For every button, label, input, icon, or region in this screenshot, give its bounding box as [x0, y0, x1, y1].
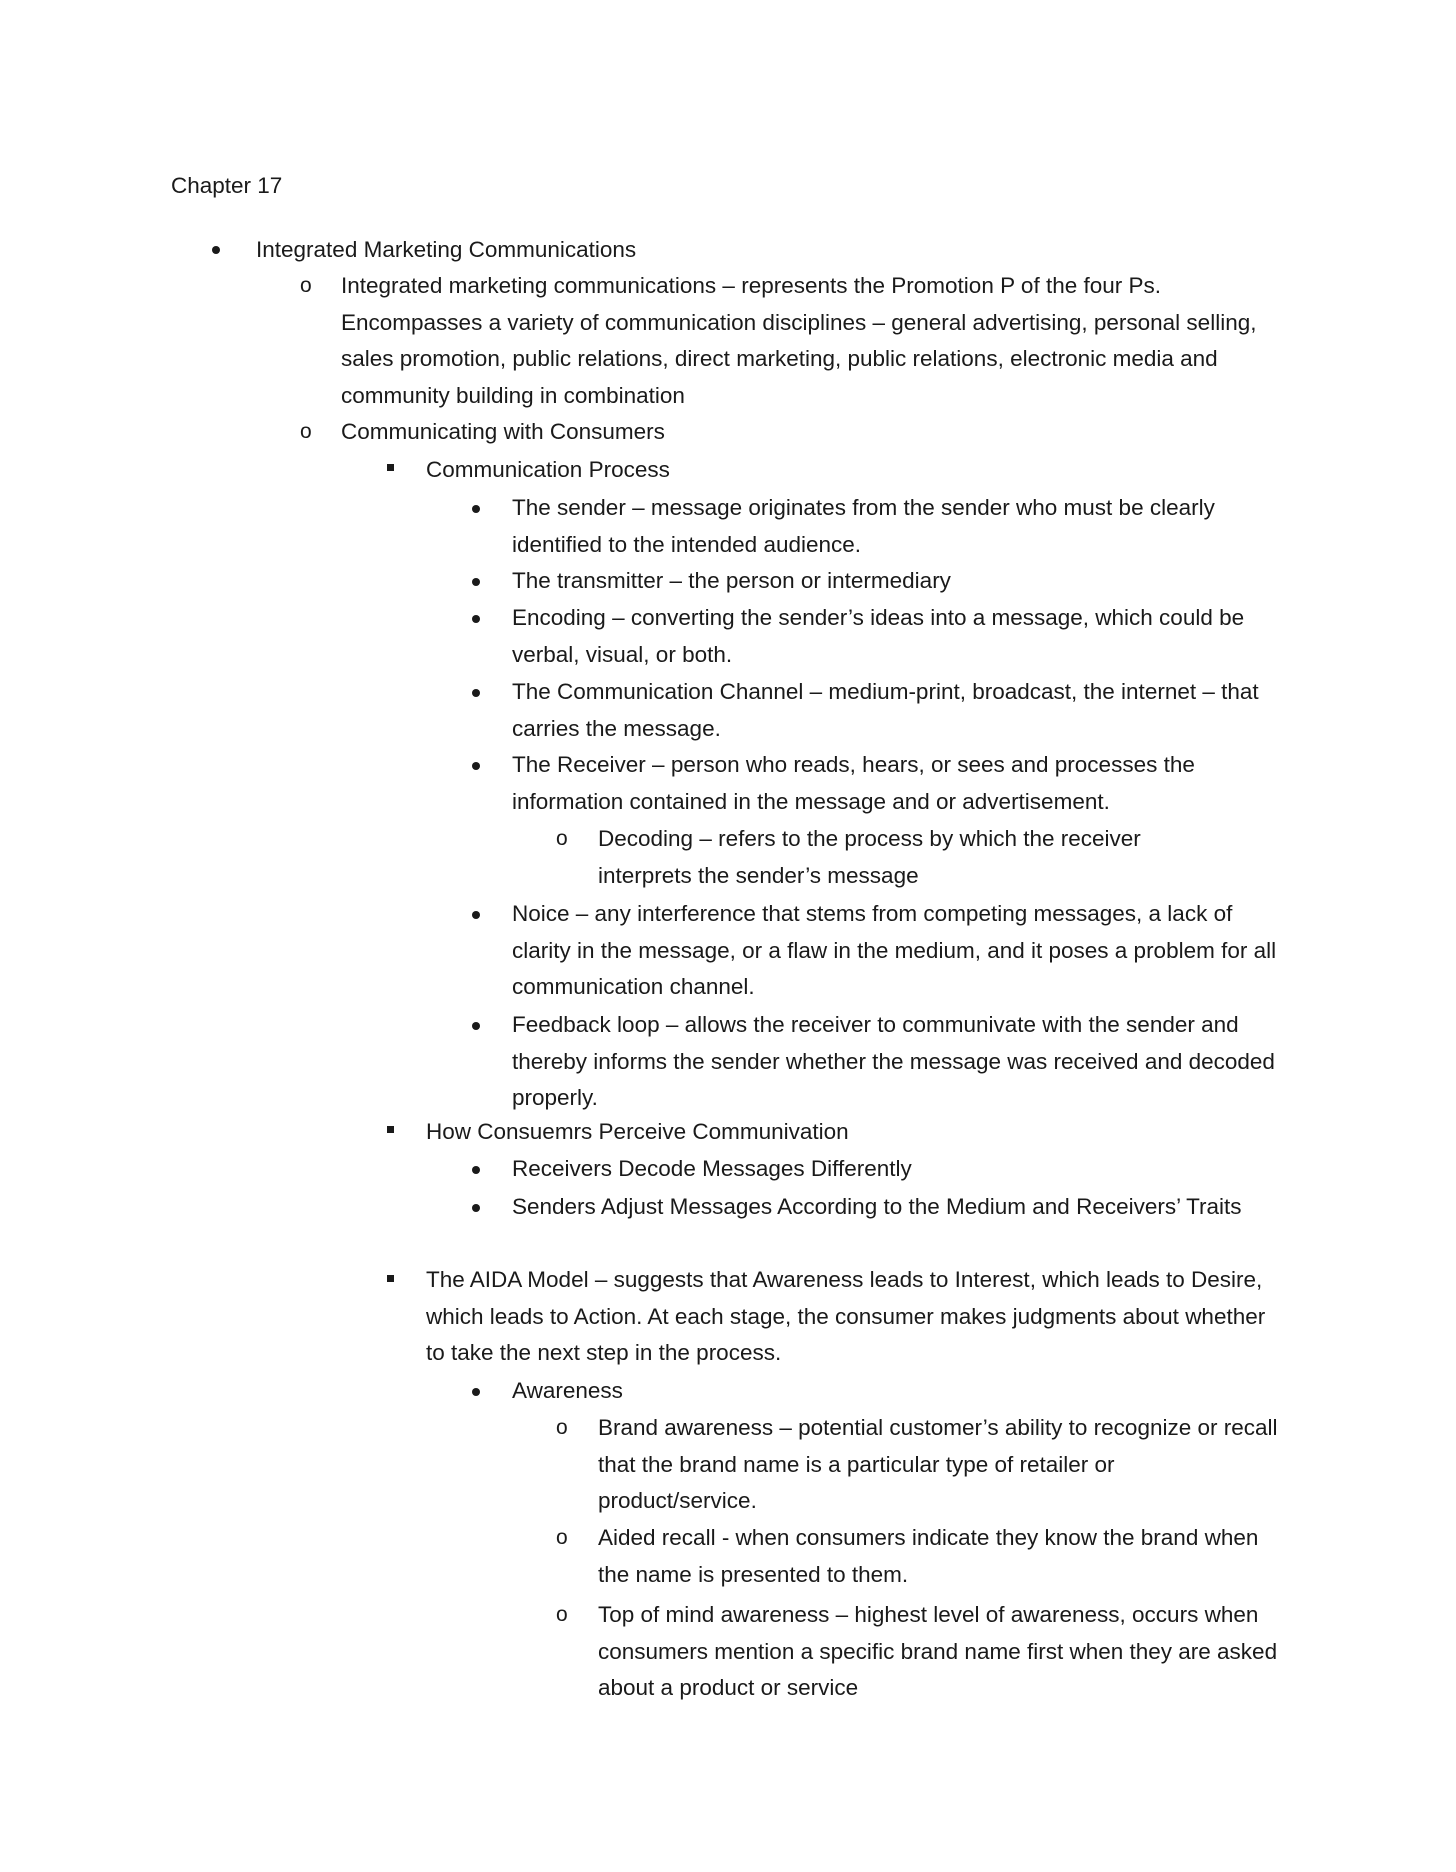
- square-bullet: [387, 464, 394, 471]
- disc-bullet: [472, 762, 480, 770]
- outline-item-level4: The Receiver – person who reads, hears, or sees and processes the information contained in the message and or advertisement.: [512, 752, 1195, 814]
- outline-item-level4: Noice – any interference that stems from competing messages, a lack of clarity in the message, or a flaw in the medium, and it poses a problem for all communication channel.: [512, 901, 1277, 999]
- circle-bullet: o: [556, 1416, 568, 1439]
- chapter-heading: Chapter 17: [171, 173, 283, 198]
- outline-item-level3: The AIDA Model – suggests that Awareness leads to Interest, which leads to Desire, which leads to Action. At each stage, the consumer makes judgments about whether to take the next step in the process.: [426, 1267, 1266, 1365]
- disc-bullet: [472, 1388, 480, 1396]
- disc-bullet: [472, 1022, 480, 1030]
- outline-item-level4: Awareness: [512, 1378, 623, 1403]
- circle-bullet: o: [300, 274, 312, 297]
- disc-bullet: [212, 246, 220, 254]
- outline-item-level5: Aided recall - when consumers indicate they know the brand when the name is presented to them.: [598, 1525, 1259, 1587]
- outline-item-level3: How Consuemrs Perceive Communivation: [426, 1119, 849, 1144]
- disc-bullet: [472, 689, 480, 697]
- outline-item-level2: Integrated marketing communications – represents the Promotion P of the four Ps. Encompasses a variety of communication disciplines – general advertising, personal selling, sales promotion, public relations, direct marketing, public relations, electronic media and community building in combination: [341, 273, 1257, 408]
- square-bullet: [387, 1126, 394, 1133]
- disc-bullet: [472, 615, 480, 623]
- outline-item-level3: Communication Process: [426, 457, 670, 482]
- outline-item-level5: Top of mind awareness – highest level of awareness, occurs when consumers mention a specific brand name first when they are asked about a product or service: [598, 1602, 1278, 1700]
- outline-item-level4: Senders Adjust Messages According to the Medium and Receivers’ Traits: [512, 1194, 1242, 1219]
- circle-bullet: o: [556, 827, 568, 850]
- outline-item-level5: Brand awareness – potential customer’s ability to recognize or recall that the brand name is a particular type of retailer or product/service.: [598, 1415, 1278, 1513]
- outline-item-level2: Communicating with Consumers: [341, 419, 665, 444]
- circle-bullet: o: [300, 420, 312, 443]
- outline-item-level5: Decoding – refers to the process by which the receiver interprets the sender’s message: [598, 826, 1141, 888]
- outline-item-level4: The sender – message originates from the sender who must be clearly identified to the intended audience.: [512, 495, 1215, 557]
- outline-item-level1: Integrated Marketing Communications: [256, 237, 637, 262]
- disc-bullet: [472, 1204, 480, 1212]
- outline-item-level4: Encoding – converting the sender’s ideas into a message, which could be verbal, visual, or both.: [512, 605, 1245, 667]
- outline-item-level4: The Communication Channel – medium-print, broadcast, the internet – that carries the message.: [512, 679, 1259, 741]
- circle-bullet: o: [556, 1526, 568, 1549]
- disc-bullet: [472, 505, 480, 513]
- disc-bullet: [472, 1166, 480, 1174]
- circle-bullet: o: [556, 1603, 568, 1626]
- outline-item-level4: The transmitter – the person or intermediary: [512, 568, 951, 593]
- outline-item-level4: Feedback loop – allows the receiver to communivate with the sender and thereby informs the sender whether the message was received and decoded properly.: [512, 1012, 1275, 1110]
- outline-item-level4: Receivers Decode Messages Differently: [512, 1156, 912, 1181]
- square-bullet: [387, 1275, 394, 1282]
- disc-bullet: [472, 578, 480, 586]
- disc-bullet: [472, 911, 480, 919]
